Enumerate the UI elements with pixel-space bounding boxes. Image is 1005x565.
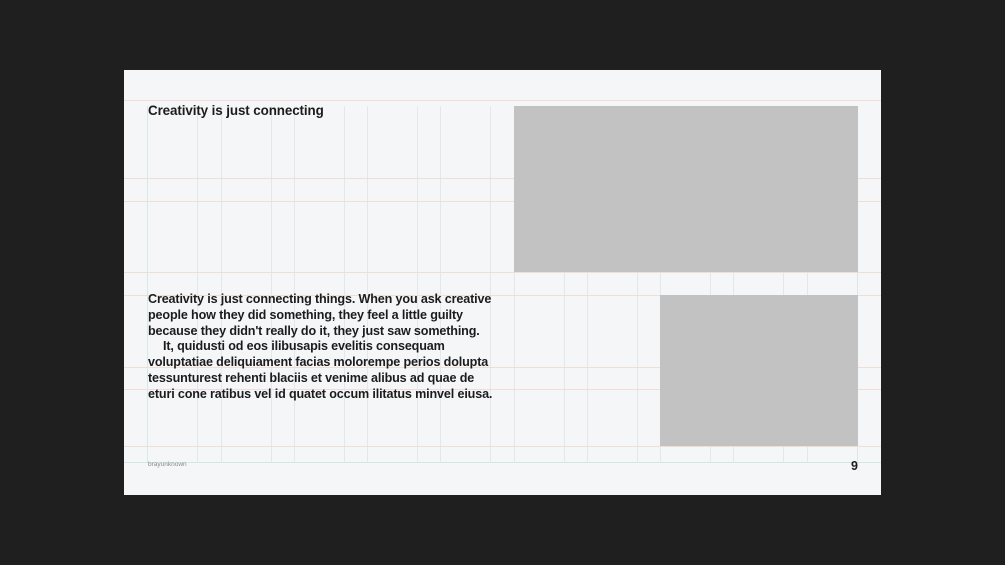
- baseline-guide: [124, 446, 881, 447]
- grid-guide: [440, 106, 441, 462]
- grid-guide: [344, 106, 345, 462]
- baseline-guide: [124, 272, 881, 273]
- grid-guide: [490, 106, 491, 462]
- grid-guide: [294, 106, 295, 462]
- grid-guide: [417, 106, 418, 462]
- grid-guide: [197, 106, 198, 462]
- body-paragraph: It, quidusti od eos ilibusapis evelitis consequam voluptatiae deliquiament facias molorempe perios dolupta tessunturest rehenti blaciis et venime alibus ad quae de eturi cone ratibus vel id quatet occum ilitatus minvel eiusa.: [148, 339, 493, 401]
- page-number: 9: [851, 459, 858, 473]
- body-text: [148, 292, 498, 403]
- grid-guide: [367, 106, 368, 462]
- baseline-guide: [124, 100, 881, 101]
- footer-brand: brayunknown: [148, 461, 187, 468]
- grid-guide: [271, 106, 272, 462]
- grid-guide: [147, 106, 148, 462]
- image-placeholder-top: [514, 106, 858, 272]
- slide: [124, 70, 881, 495]
- baseline-guide: [124, 462, 881, 463]
- body-paragraph: Creativity is just connecting things. When you ask creative people how they did something, they feel a little guilty because they didn't really do it, they just saw something.: [148, 292, 492, 338]
- slide-heading: Creativity is just connecting: [148, 103, 324, 118]
- grid-guide: [221, 106, 222, 462]
- image-placeholder-bottom: [660, 295, 858, 446]
